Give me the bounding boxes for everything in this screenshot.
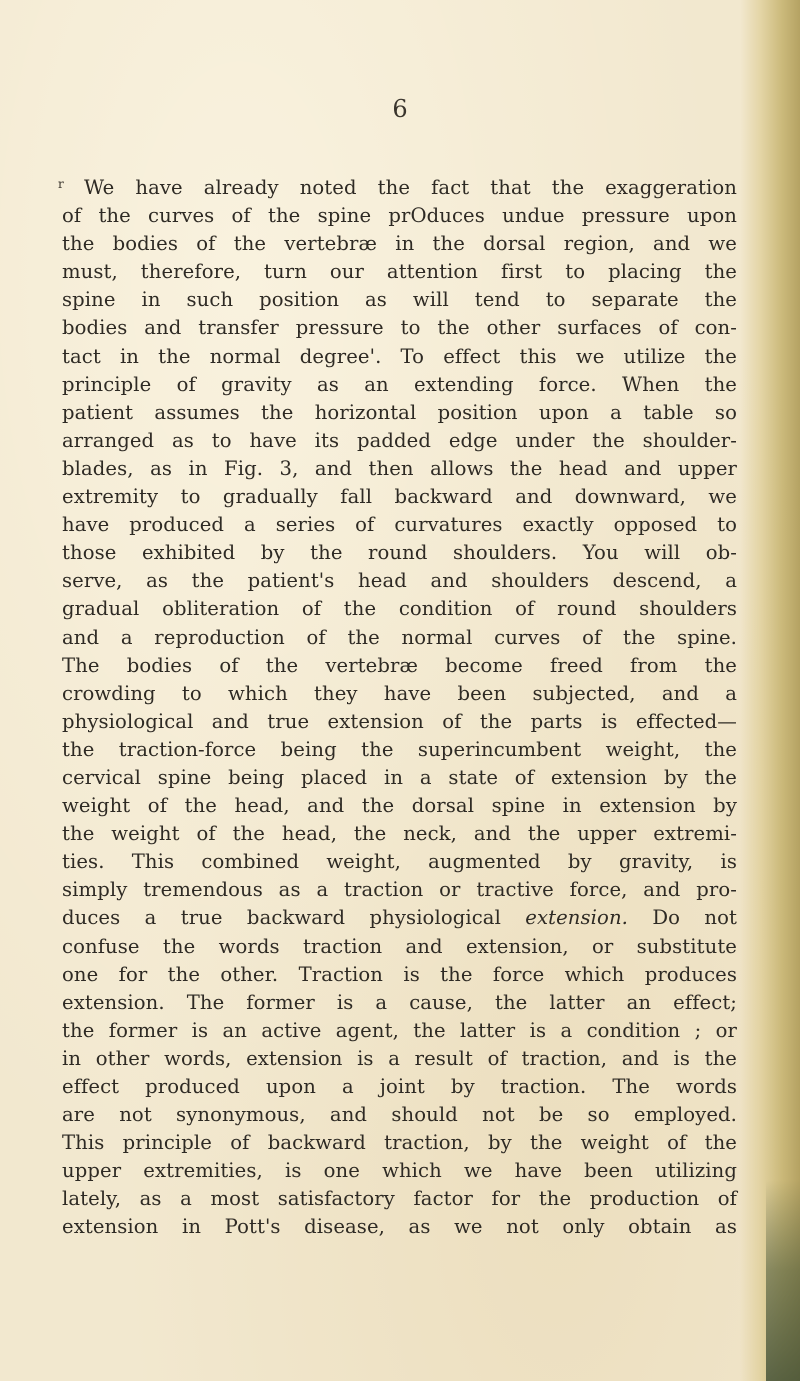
text-line: extension in Pott's disease, as we not only obtain as [62, 1215, 737, 1239]
text-line: arranged as to have its padded edge under the shoulder- [62, 428, 737, 452]
text-line: lately, as a most satisfactory factor for the production of [62, 1187, 737, 1211]
text-line: and a reproduction of the normal curves of the spine. [62, 625, 737, 649]
text-line: extremity to gradually fall backward and downward, we [62, 485, 737, 509]
page-edge-stain [766, 1180, 800, 1381]
text-line: those exhibited by the round shoulders. You will ob- [62, 541, 737, 565]
page-number: 6 [392, 95, 408, 123]
text-line: physiological and true extension of the parts is effected— [62, 709, 737, 733]
text-line: the weight of the head, the neck, and the upper extremi- [62, 822, 737, 846]
text-line: gradual obliteration of the condition of round shoulders [62, 597, 737, 621]
page-edge-shadow [740, 0, 800, 1381]
text-line-tail: Do not [652, 906, 737, 930]
text-line-head: duces a true backward physiological [62, 906, 501, 930]
text-line: ties. This combined weight, augmented by gravity, is [62, 850, 737, 874]
text-line: are not synonymous, and should not be so employed. [62, 1103, 737, 1127]
text-line: the bodies of the vertebræ in the dorsal region, and we [62, 232, 737, 256]
margin-mark: r [58, 177, 64, 191]
text-line: principle of gravity as an extending force. When the [62, 372, 737, 396]
text-line: weight of the head, and the dorsal spine in extension by [62, 794, 737, 818]
text-line: serve, as the patient's head and shoulders descend, a [62, 569, 737, 593]
text-line: one for the other. Traction is the force which produces [62, 962, 737, 986]
text-line: the former is an active agent, the latter is a condition ; or [62, 1018, 737, 1042]
text-line-with-italic [62, 904, 737, 932]
text-line: of the curves of the spine prOduces undue pressure upon [62, 204, 737, 228]
text-line: spine in such position as will tend to separate the [62, 288, 737, 312]
text-line: simply tremendous as a traction or tractive force, and pro- [62, 878, 737, 902]
text-line: the traction-force being the superincumbent weight, the [62, 737, 737, 761]
text-line: This principle of backward traction, by the weight of the [62, 1131, 737, 1155]
text-line: blades, as in Fig. 3, and then allows the head and upper [62, 456, 737, 480]
body-paragraph [62, 174, 737, 1242]
text-line: crowding to which they have been subjected, and a [62, 681, 737, 705]
italic-term: extension. [525, 906, 628, 930]
text-line: We have already noted the fact that the exaggeration [84, 176, 737, 199]
text-line: The bodies of the vertebræ become freed from the [62, 653, 737, 677]
text-line: have produced a series of curvatures exactly opposed to [62, 513, 737, 537]
text-line: patient assumes the horizontal position upon a table so [62, 400, 737, 424]
text-line: in other words, extension is a result of traction, and is the [62, 1046, 737, 1070]
text-line: upper extremities, is one which we have been utilizing [62, 1159, 737, 1183]
text-line: tact in the normal degree'. To effect this we utilize the [62, 344, 737, 368]
text-line: cervical spine being placed in a state of extension by the [62, 765, 737, 789]
text-line: bodies and transfer pressure to the other surfaces of con- [62, 316, 737, 340]
text-line: extension. The former is a cause, the latter an effect; [62, 990, 737, 1014]
text-line: effect produced upon a joint by traction. The words [62, 1075, 737, 1098]
text-line: must, therefore, turn our attention first to placing the [62, 260, 737, 284]
text-line: confuse the words traction and extension, or substitute [62, 934, 737, 958]
